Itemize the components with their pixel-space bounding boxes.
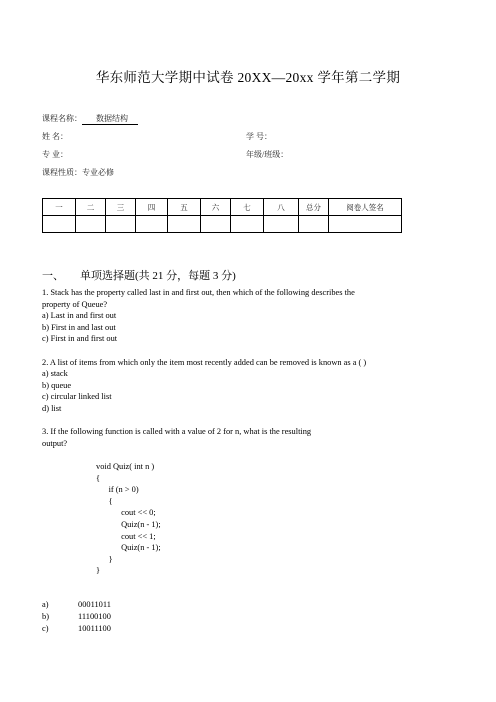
score-header-cell: 二 [76, 199, 106, 216]
code-line: cout << 0; [96, 508, 156, 518]
question-1-line-2: property of Queue? [42, 299, 108, 309]
score-entry-cell[interactable] [264, 216, 299, 233]
code-line: } [96, 566, 101, 576]
course-name-value: 数据结构 [82, 113, 138, 125]
course-name-row [42, 113, 138, 125]
score-entry-cell[interactable] [43, 216, 76, 233]
score-entry-cell[interactable] [136, 216, 168, 233]
question-3-code [96, 461, 161, 577]
score-entry-cell[interactable] [329, 216, 402, 233]
score-table [42, 198, 402, 233]
code-line: void Quiz( int n ) [96, 462, 155, 471]
section-number: 一、 [42, 270, 64, 282]
score-header-cell: 八 [264, 199, 299, 216]
option-value: 00011011 [78, 600, 111, 609]
questions-block [42, 287, 450, 449]
option-key: a) [42, 600, 49, 609]
question-2-option: d) list [42, 403, 62, 413]
score-table-entry-row [43, 216, 402, 233]
code-line: cout << 1; [96, 531, 156, 541]
grade-class-label: 年级/班级： [246, 150, 289, 159]
course-type-row [42, 167, 114, 178]
student-name-label: 姓 名： [42, 132, 68, 141]
major-label: 专 业： [42, 150, 68, 159]
score-header-cell: 七 [231, 199, 264, 216]
question-2-option: a) stack [42, 369, 68, 379]
question-1-option: b) First in and last out [42, 322, 116, 332]
score-header-cell: 四 [136, 199, 168, 216]
code-line: { [96, 496, 113, 506]
code-line: { [96, 473, 101, 483]
code-line: } [96, 554, 113, 564]
score-table-header-row [43, 199, 402, 216]
question-1-option: a) Last in and first out [42, 311, 117, 321]
question-3-option-a [42, 600, 111, 609]
question-3-option-c [42, 624, 111, 633]
question-1-option: c) First in and first out [42, 334, 118, 344]
score-entry-cell[interactable] [201, 216, 231, 233]
course-name-label: 课程名称： [42, 114, 82, 123]
option-key: c) [42, 624, 49, 633]
score-entry-cell[interactable] [106, 216, 136, 233]
section-heading [42, 267, 236, 283]
score-entry-cell[interactable] [231, 216, 264, 233]
score-entry-cell[interactable] [299, 216, 329, 233]
question-2-option: c) circular linked list [42, 392, 112, 402]
code-line: if (n > 0) [96, 485, 139, 495]
exam-title: 华东师范大学期中试卷 20XX—20xx 学年第二学期 [95, 70, 401, 85]
score-entry-cell[interactable] [76, 216, 106, 233]
question-3-line-2: output? [42, 438, 68, 448]
option-value: 11100100 [78, 612, 111, 621]
question-3-line-1: 3. If the following function is called with a value of 2 for n, what is the resulting [42, 427, 312, 437]
question-2-option: b) queue [42, 380, 72, 390]
score-header-cell: 六 [201, 199, 231, 216]
question-1-line-1: 1. Stack has the property called last in and first out, then which of the following describes the [42, 288, 355, 297]
student-id-label: 学 号： [246, 132, 272, 141]
question-2-text: 2. A list of items from which only the item most recently added can be removed is known as a ( ) [42, 357, 367, 367]
score-entry-cell[interactable] [168, 216, 201, 233]
option-key: b) [42, 612, 49, 621]
course-type-label: 课程性质： [42, 168, 82, 177]
code-line: Quiz(n - 1); [96, 519, 161, 529]
score-header-cell: 五 [168, 199, 201, 216]
section-title: 单项选择题(共 21 分，每题 3 分) [80, 270, 236, 282]
option-value: 10011100 [78, 624, 111, 633]
score-header-cell: 阅卷人签名 [329, 199, 402, 216]
score-header-cell: 一 [43, 199, 76, 216]
score-header-cell: 总分 [299, 199, 329, 216]
question-3-option-b [42, 612, 111, 621]
score-header-cell: 三 [106, 199, 136, 216]
code-line: Quiz(n - 1); [96, 543, 161, 553]
course-type-value: 专业必修 [82, 168, 114, 177]
